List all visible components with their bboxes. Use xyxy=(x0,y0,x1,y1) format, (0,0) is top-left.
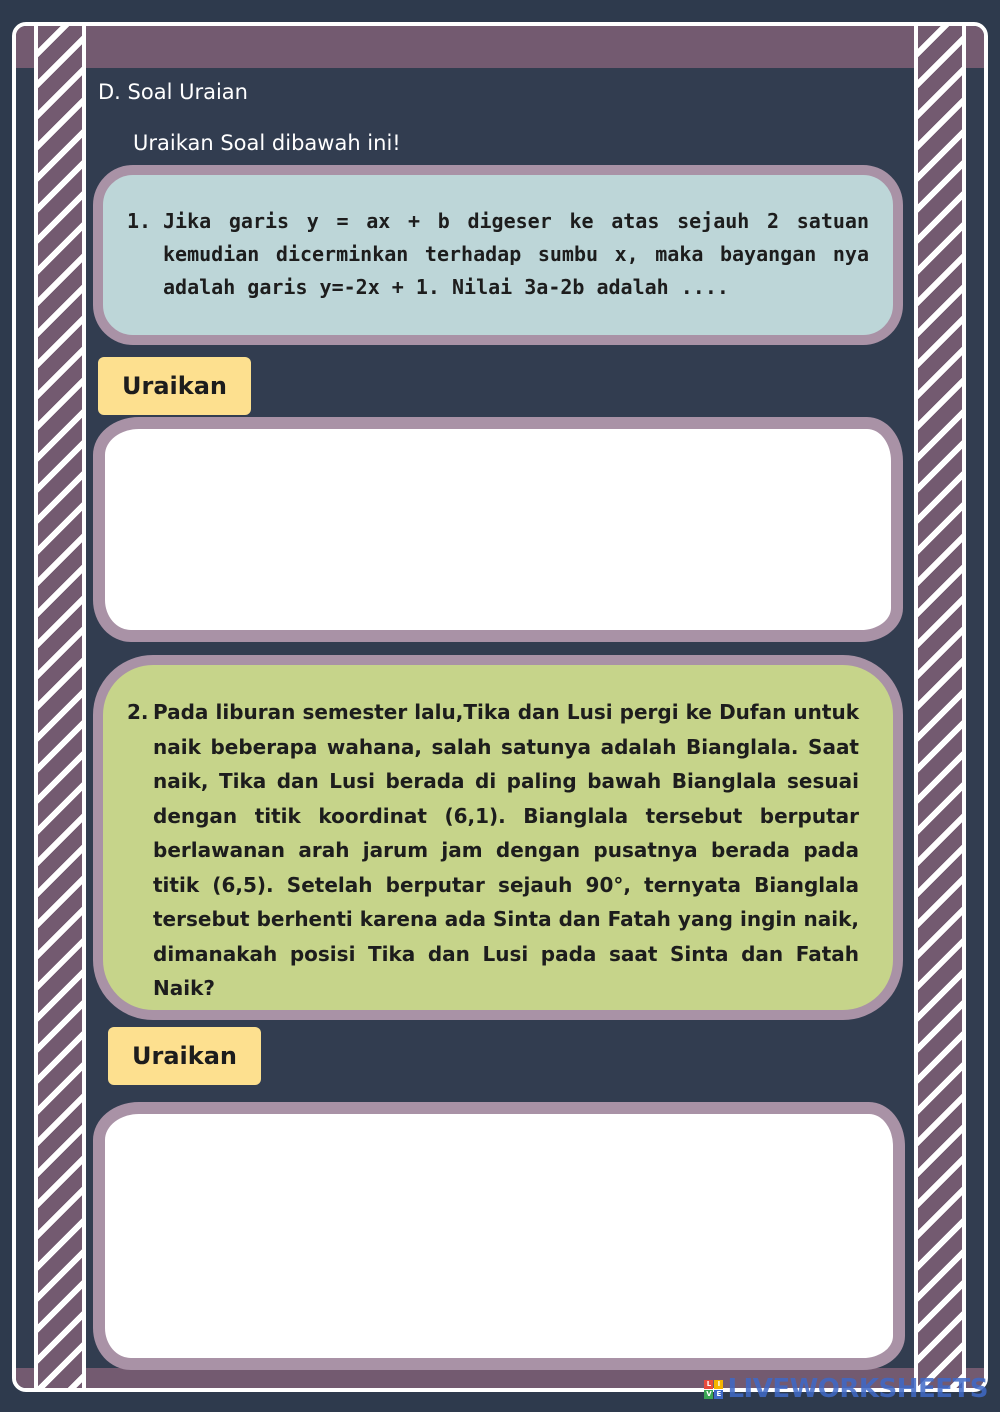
question-text: Jika garis y = ax + b digeser ke atas sejauh 2 satuan kemudian dicerminkan terhadap sumbu x, maka bayangan nya adalah garis y=-2x + 1. Nilai 3a-2b adalah .... xyxy=(163,209,869,299)
liveworksheets-logo-icon xyxy=(704,1380,723,1399)
answer-box-1[interactable] xyxy=(93,417,903,642)
instruction-text: Uraikan Soal dibawah ini! xyxy=(133,131,401,155)
question-number: 1. xyxy=(127,209,152,233)
right-striped-border xyxy=(914,26,966,1388)
logo-letter: E xyxy=(714,1390,723,1399)
answer-field-2[interactable] xyxy=(125,1134,877,1342)
question-card-2 xyxy=(93,655,903,1020)
watermark-text: LIVEWORKSHEETS xyxy=(727,1374,988,1404)
question-1 xyxy=(127,205,869,304)
answer-field-1[interactable] xyxy=(125,449,875,614)
left-striped-border xyxy=(34,26,86,1388)
question-text: Pada liburan semester lalu,Tika dan Lusi pergi ke Dufan untuk naik beberapa wahana, salah satunya adalah Bianglala. Saat naik, Tika dan Lusi berada di paling bawah Bianglala sesuai dengan titik koordinat (6,1). Bianglala tersebut berputar berlawanan arah jarum jam dengan pusatnya berada pada titik (6,5). Setelah berputar sejauh 90°, ternyata Bianglala tersebut berhenti karena ada Sinta dan Fatah yang ingin naik, dimanakah posisi Tika dan Lusi pada saat Sinta dan Fatah Naik? xyxy=(153,700,859,1000)
answer-label-2: Uraikan xyxy=(108,1027,261,1085)
logo-letter: I xyxy=(714,1380,723,1389)
logo-letter: V xyxy=(706,1389,712,1398)
top-border-bar xyxy=(16,26,984,68)
question-card-1 xyxy=(93,165,903,345)
answer-label-1: Uraikan xyxy=(98,357,251,415)
liveworksheets-watermark xyxy=(704,1374,988,1404)
logo-letter: L xyxy=(704,1380,713,1389)
answer-box-2[interactable] xyxy=(93,1102,905,1370)
question-number: 2. xyxy=(127,700,149,724)
section-heading: D. Soal Uraian xyxy=(98,80,248,104)
question-2 xyxy=(127,695,859,1006)
